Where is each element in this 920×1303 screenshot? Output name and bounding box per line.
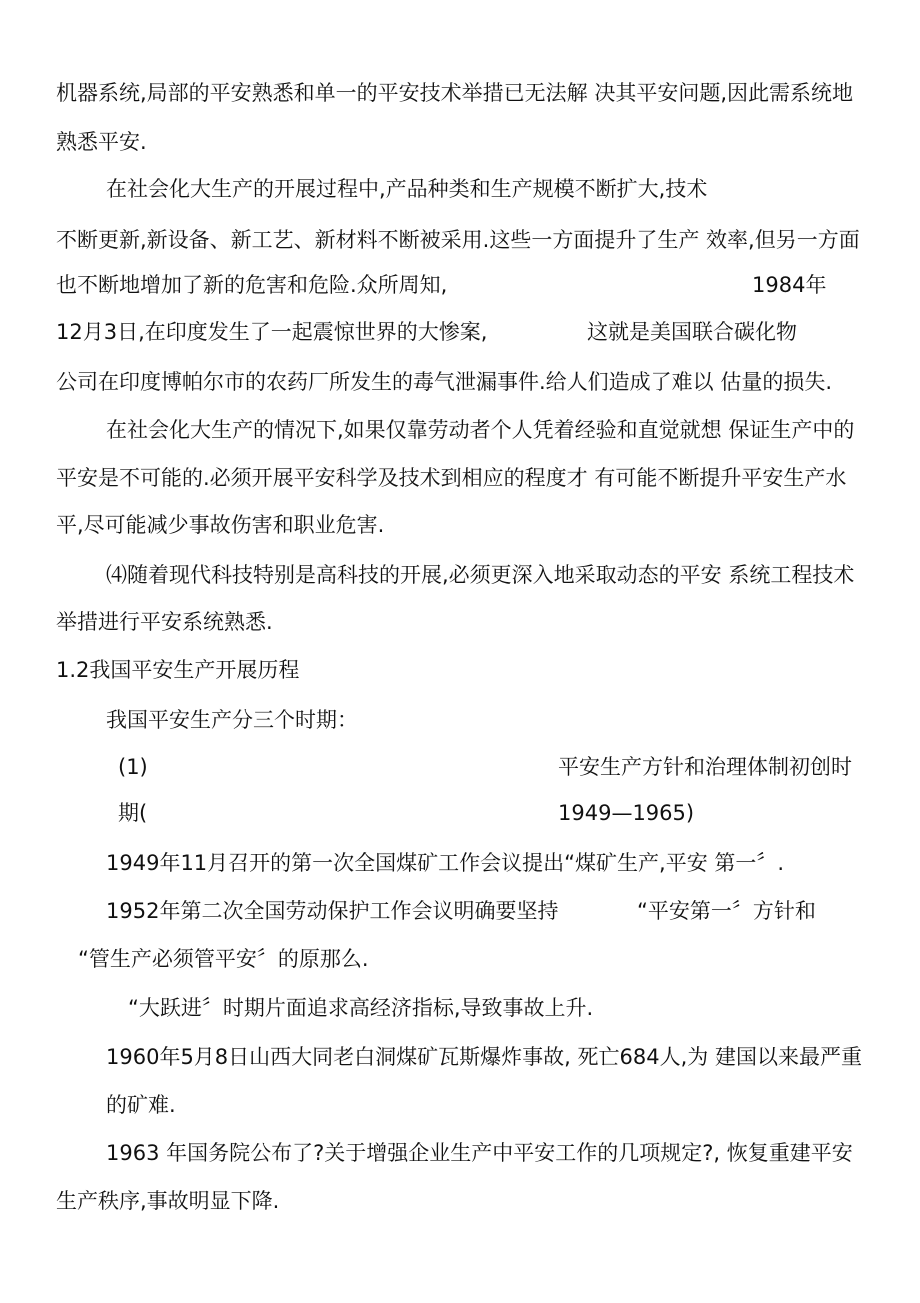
- event-1963-cont: 生产秩序,事故明显下降.: [56, 1189, 280, 1213]
- periods-intro: 我国平安生产分三个时期：: [106, 708, 358, 732]
- period-years: 1949—1965): [558, 801, 695, 825]
- section-heading: 1.2我国平安生产开展历程: [56, 658, 300, 682]
- event-1952-cont: “管生产必须管平安〞的原那么.: [78, 947, 369, 971]
- event-1960-cont: 的矿难.: [106, 1093, 176, 1117]
- paragraph-4-line-1: ⑷随着现代科技特别是高科技的开展,必须更深入地采取动态的平安 系统工程技术: [106, 563, 855, 587]
- paragraph-2-line-4-tail: 这就是美国联合碳化物: [587, 320, 797, 344]
- event-1952-quote: “平安第一〞方针和: [637, 899, 816, 923]
- event-1949: 1949年11月召开的第一次全国煤矿工作会议提出“煤矿生产,平安 第一〞.: [106, 851, 785, 875]
- event-1960: 1960年5月8日山西大同老白洞煤矿瓦斯爆炸事故, 死亡684人,为 建国以来最严重: [106, 1045, 862, 1069]
- period-word: 期(: [118, 801, 148, 825]
- paragraph-3-line-3: 平,尽可能减少事故伤害和职业危害.: [56, 513, 385, 537]
- paragraph-2-line-1: 在社会化大生产的开展过程中,产品种类和生产规模不断扩大,技术: [106, 177, 708, 201]
- paragraph-3-line-1: 在社会化大生产的情况下,如果仅靠劳动者个人凭着经验和直觉就想 保证生产中的: [106, 418, 855, 442]
- paragraph-2-line-3-year: 1984年: [752, 273, 827, 297]
- paragraph-2-line-5: 公司在印度博帕尔市的农药厂所发生的毒气泄漏事件.给人们造成了难以 估量的损失.: [56, 370, 833, 394]
- event-great-leap: “大跃进〞时期片面追求高经济指标,导致事故上升.: [128, 996, 594, 1020]
- paragraph-2-line-4: 12月3日,在印度发生了一起震惊世界的大惨案,: [56, 320, 488, 344]
- paragraph-1-line-1: 机器系统,局部的平安熟悉和单一的平安技术举措已无法解 决其平安问题,因此需系统地: [56, 81, 854, 105]
- paragraph-2-line-3: 也不断地增加了新的危害和危险.众所周知,: [56, 273, 448, 297]
- paragraph-4-line-2: 举措进行平安系统熟悉.: [56, 610, 273, 634]
- period-number: (1): [118, 755, 148, 779]
- event-1963: 1963 年国务院公布了?关于增强企业生产中平安工作的几项规定?, 恢复重建平安: [106, 1141, 853, 1165]
- period-title: 平安生产方针和治理体制初创时: [558, 755, 852, 779]
- paragraph-1-line-2: 熟悉平安.: [56, 130, 147, 154]
- paragraph-3-line-2: 平安是不可能的.必须开展平安科学及技术到相应的程度才 有可能不断提升平安生产水: [56, 466, 847, 490]
- event-1952: 1952年第二次全国劳动保护工作会议明确要坚持: [106, 899, 559, 923]
- paragraph-2-line-2: 不断更新,新设备、新工艺、新材料不断被采用.这些一方面提升了生产 效率,但另一方面: [56, 228, 860, 252]
